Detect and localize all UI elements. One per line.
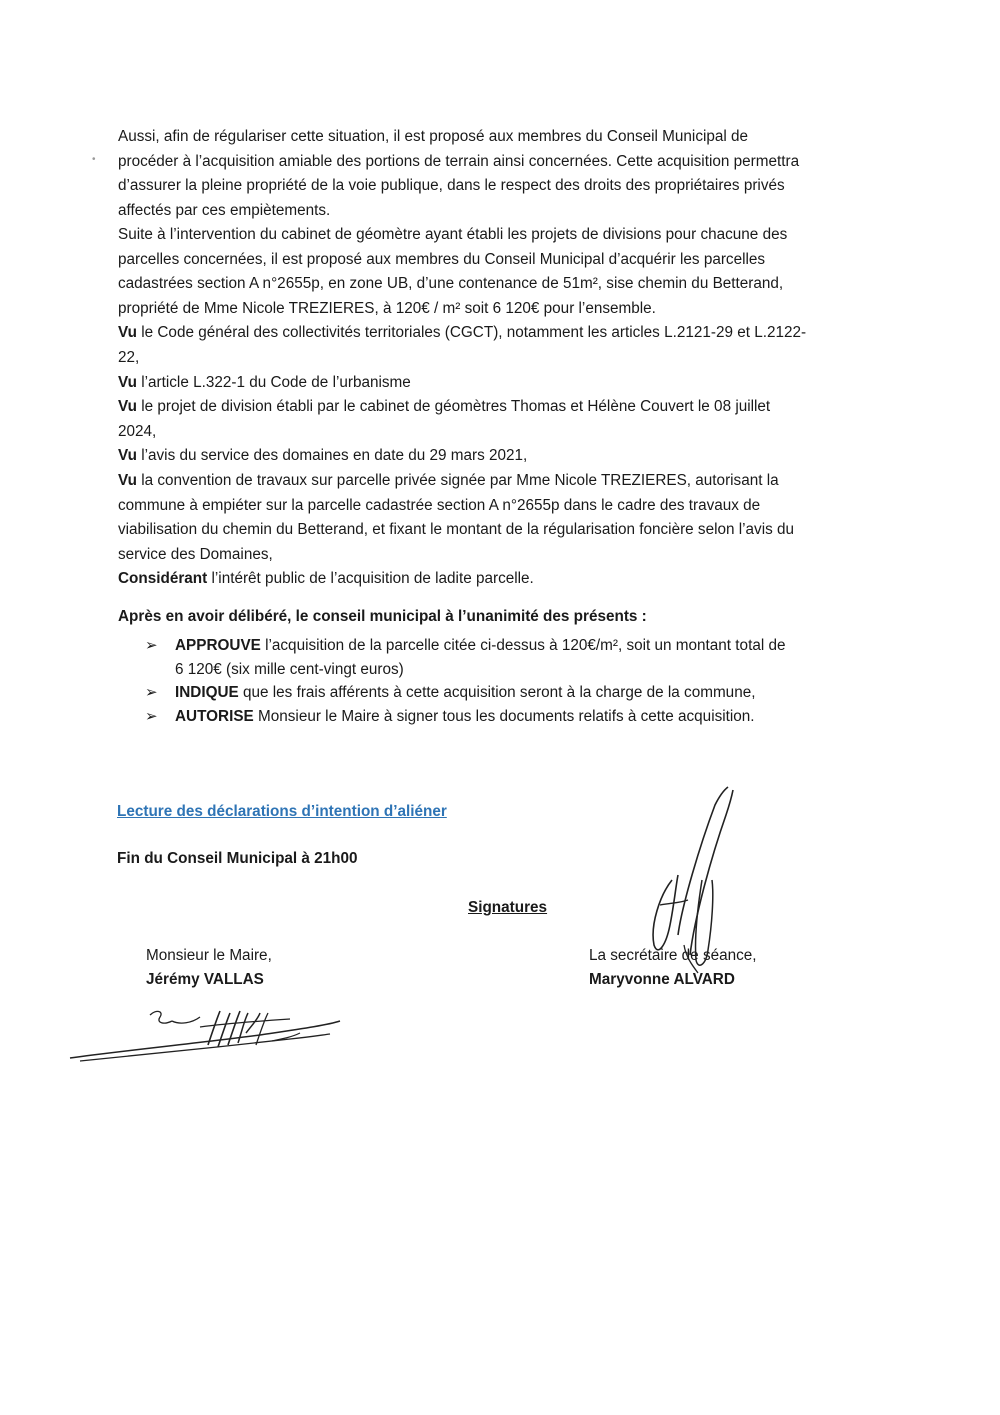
decision-keyword: APPROUVE bbox=[175, 637, 261, 654]
arrow-bullet-icon: ➢ bbox=[145, 707, 158, 725]
end-of-council-line: Fin du Conseil Municipal à 21h00 bbox=[117, 850, 358, 867]
vu-division bbox=[118, 395, 874, 420]
vu-text: le Code général des collectivités territoriales (CGCT), notamment les articles L.2121-29 et L.2122- bbox=[141, 324, 807, 342]
text-line: affectés par ces empiètements. bbox=[118, 201, 331, 219]
decision-text: l’acquisition de la parcelle citée ci-dessus à 120€/m², soit un montant total de bbox=[265, 637, 786, 654]
text-line: cadastrées section A n°2655p, en zone UB, d’une contenance de 51m², sise chemin du Betterand, bbox=[118, 275, 784, 293]
list-item bbox=[145, 705, 875, 729]
text-line: Aussi, afin de régulariser cette situation, il est proposé aux membres du Conseil Municipal de bbox=[118, 128, 749, 145]
vu-text: l’article L.322-1 du Code de l’urbanisme bbox=[141, 373, 411, 391]
stray-mark: • bbox=[92, 154, 96, 165]
decision-text: 6 120€ (six mille cent-vingt euros) bbox=[175, 660, 404, 678]
considerant-line bbox=[118, 567, 874, 592]
list-item bbox=[145, 681, 875, 705]
vu-keyword: Vu bbox=[118, 447, 137, 465]
vu-convention bbox=[118, 469, 874, 494]
text-line: propriété de Mme Nicole TREZIERES, à 120€ / m² soit 6 120€ pour l’ensemble. bbox=[118, 299, 656, 317]
vu-keyword: Vu bbox=[118, 398, 137, 416]
vu-avis bbox=[118, 444, 874, 469]
decision-keyword: AUTORISE bbox=[175, 707, 254, 725]
text-line: viabilisation du chemin du Betterand, et fixant le montant de la régularisation foncière selon l’avis du bbox=[118, 521, 795, 539]
intro-paragraph bbox=[118, 125, 874, 223]
decision-list bbox=[145, 634, 875, 728]
mayor-signature-icon bbox=[60, 1003, 350, 1068]
vu-keyword: Vu bbox=[118, 471, 137, 489]
signatures-heading: Signatures bbox=[468, 899, 548, 916]
decision-keyword: INDIQUE bbox=[175, 684, 239, 701]
mayor-name: Jérémy VALLAS bbox=[146, 971, 264, 988]
vu-keyword: Vu bbox=[118, 373, 137, 391]
dia-heading: Lecture des déclarations d’intention d’aliéner bbox=[117, 803, 447, 820]
vu-text: l’avis du service des domaines en date du 29 mars 2021, bbox=[141, 447, 528, 465]
text-line: service des Domaines, bbox=[118, 545, 273, 563]
decision-text: Monsieur le Maire à signer tous les documents relatifs à cette acquisition. bbox=[258, 707, 755, 725]
text-line: d’assurer la pleine propriété de la voie publique, dans le respect des droits des propriétaires privés bbox=[118, 177, 785, 195]
vu-cgct bbox=[118, 321, 874, 346]
decision-heading: Après en avoir délibéré, le conseil municipal à l’unanimité des présents : bbox=[118, 608, 647, 625]
decision-text: que les frais afférents à cette acquisition seront à la charge de la commune, bbox=[243, 684, 756, 701]
considerant-keyword: Considérant bbox=[118, 570, 208, 588]
text-line: parcelles concernées, il est proposé aux membres du Conseil Municipal d’acquérir les parcelles bbox=[118, 250, 766, 268]
secretary-title: La secrétaire de séance, bbox=[589, 947, 757, 964]
list-item bbox=[145, 634, 875, 681]
proposal-paragraph bbox=[118, 223, 874, 592]
text-line: 22, bbox=[118, 348, 140, 366]
considerant-text: l’intérêt public de l’acquisition de ladite parcelle. bbox=[211, 570, 534, 588]
secretary-signature-icon bbox=[620, 785, 760, 975]
mayor-title: Monsieur le Maire, bbox=[146, 947, 272, 964]
text-line: procéder à l’acquisition amiable des portions de terrain ainsi concernées. Cette acquisition permettra bbox=[118, 152, 800, 170]
text-line: 2024, bbox=[118, 422, 157, 440]
vu-text: la convention de travaux sur parcelle privée signée par Mme Nicole TREZIERES, autorisant la bbox=[141, 471, 779, 489]
vu-urbanisme bbox=[118, 371, 874, 396]
secretary-name: Maryvonne ALVARD bbox=[589, 971, 735, 988]
text-line: commune à empiéter sur la parcelle cadastrée section A n°2655p dans le cadre des travaux de bbox=[118, 496, 761, 514]
arrow-bullet-icon: ➢ bbox=[145, 637, 158, 654]
text-line: Suite à l’intervention du cabinet de géomètre ayant établi les projets de divisions pour chacune des bbox=[118, 226, 788, 243]
arrow-bullet-icon: ➢ bbox=[145, 684, 158, 701]
vu-keyword: Vu bbox=[118, 324, 137, 342]
vu-text: le projet de division établi par le cabinet de géomètres Thomas et Hélène Couvert le 08 juillet bbox=[141, 398, 771, 416]
